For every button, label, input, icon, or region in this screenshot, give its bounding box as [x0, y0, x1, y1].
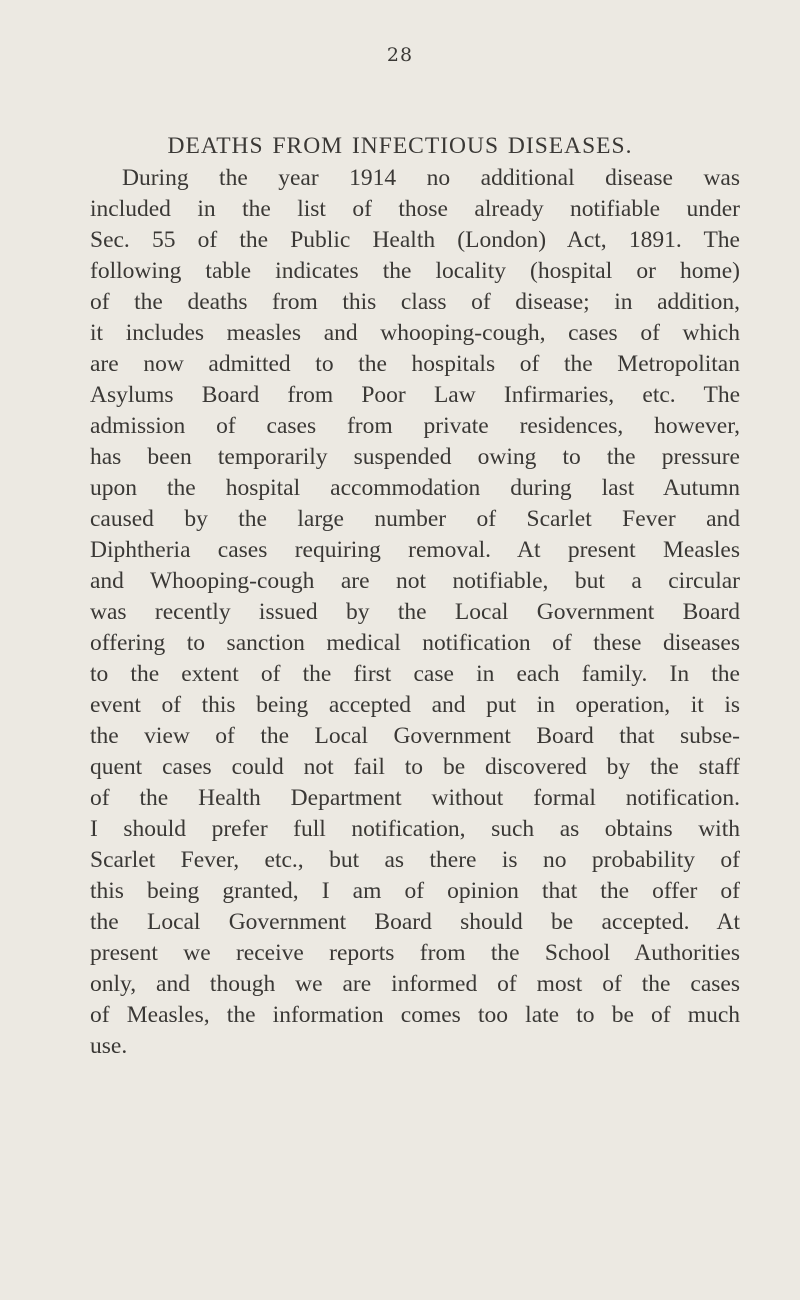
text-line: was recently issued by the Local Government Board: [90, 599, 740, 625]
text-line: event of this being accepted and put in operation, it is: [90, 692, 740, 718]
text-line: the view of the Local Government Board that subse-: [90, 723, 740, 749]
text-line: following table indicates the locality (hospital or home): [90, 258, 740, 284]
text-line: present we receive reports from the School Authorities: [90, 940, 740, 966]
text-line: quent cases could not fail to be discovered by the staff: [90, 754, 740, 780]
text-line: Asylums Board from Poor Law Infirmaries, etc. The: [90, 382, 740, 408]
text-line: upon the hospital accommodation during last Autumn: [90, 475, 740, 501]
text-line: are now admitted to the hospitals of the Metropolitan: [90, 351, 740, 377]
text-line: to the extent of the first case in each family. In the: [90, 661, 740, 687]
text-line: this being granted, I am of opinion that the offer of: [90, 878, 740, 904]
text-line: I should prefer full notification, such as obtains with: [90, 816, 740, 842]
text-line: During the year 1914 no additional disease was: [122, 165, 740, 191]
text-line: admission of cases from private residences, however,: [90, 413, 740, 439]
text-line: offering to sanction medical notification of these diseases: [90, 630, 740, 656]
page-number: 28: [386, 44, 414, 66]
text-line: Diphtheria cases requiring removal. At present Measles: [90, 537, 740, 563]
text-line: and Whooping-cough are not notifiable, but a circular: [90, 568, 740, 594]
section-heading: DEATHS FROM INFECTIOUS DISEASES.: [167, 133, 633, 159]
text-line: use.: [90, 1033, 128, 1059]
text-line: included in the list of those already notifiable under: [90, 196, 740, 222]
text-line: of Measles, the information comes too late to be of much: [90, 1002, 740, 1028]
text-line: only, and though we are informed of most of the cases: [90, 971, 740, 997]
text-line: the Local Government Board should be accepted. At: [90, 909, 740, 935]
text-line: has been temporarily suspended owing to the pressure: [90, 444, 740, 470]
text-line: of the Health Department without formal notification.: [90, 785, 740, 811]
text-line: it includes measles and whooping-cough, cases of which: [90, 320, 740, 346]
text-line: caused by the large number of Scarlet Fever and: [90, 506, 740, 532]
text-line: Sec. 55 of the Public Health (London) Act, 1891. The: [90, 227, 740, 253]
text-line: Scarlet Fever, etc., but as there is no probability of: [90, 847, 740, 873]
body-paragraph: [90, 163, 740, 1062]
text-line: of the deaths from this class of disease; in addition,: [90, 289, 740, 315]
